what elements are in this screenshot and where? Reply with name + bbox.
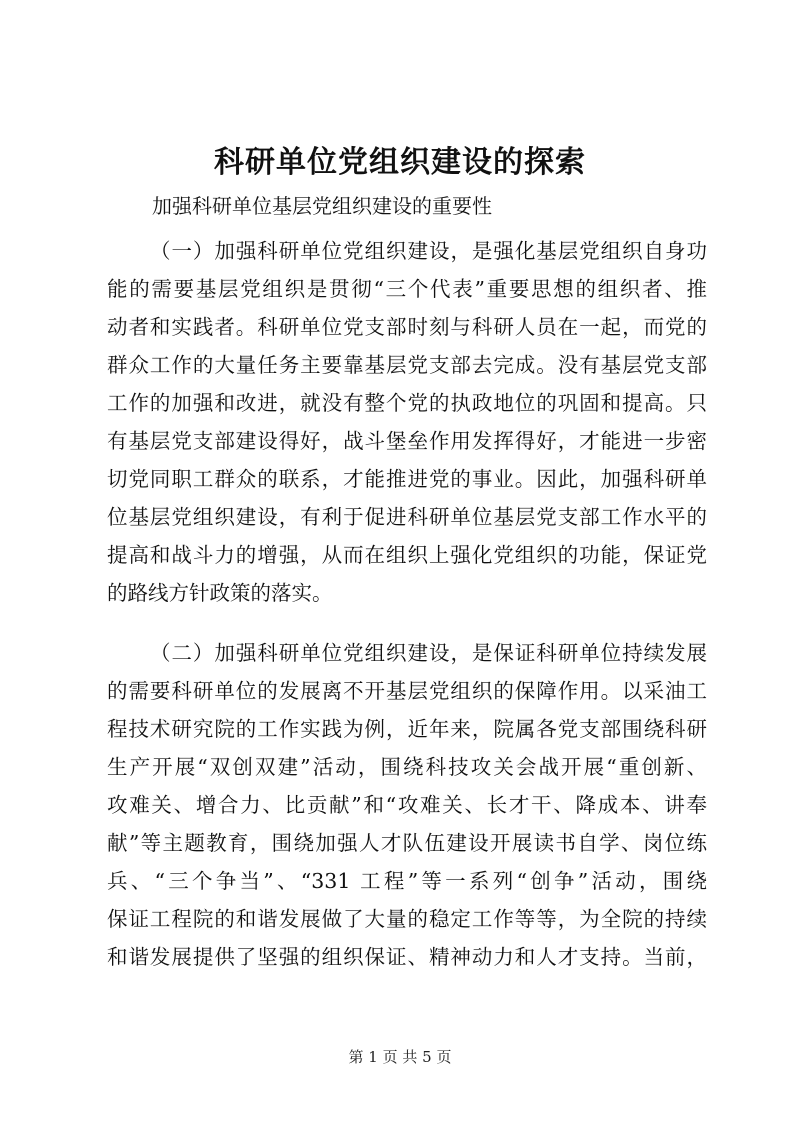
paragraph-line: 攻难关、增合力、比贡献”和“攻难关、长才干、降成本、讲奉	[107, 793, 707, 817]
paragraph-line: 的需要科研单位的发展离不开基层党组织的保障作用。以采油工	[107, 679, 707, 703]
document-title: 科研单位党组织建设的探索	[214, 145, 586, 180]
paragraph-line: 程技术研究院的工作实践为例，近年来，院属各党支部围绕科研	[107, 717, 707, 741]
paragraph-line: 和谐发展提供了坚强的组织保证、精神动力和人才支持。当前，	[107, 945, 707, 969]
paragraph-line: 兵、“三个争当”、“331 工程”等一系列“创争”活动，围绕	[107, 869, 707, 893]
section-heading: 加强科研单位基层党组织建设的重要性	[152, 194, 492, 218]
paragraph-line: 群众工作的大量任务主要靠基层党支部去完成。没有基层党支部	[107, 353, 707, 377]
paragraph-line: 动者和实践者。科研单位党支部时刻与科研人员在一起，而党的	[107, 315, 707, 339]
paragraph-line: 生产开展“双创双建”活动，围绕科技攻关会战开展“重创新、	[107, 755, 707, 779]
paragraph-line: 的路线方针政策的落实。	[107, 581, 333, 605]
paragraph-line: 提高和战斗力的增强，从而在组织上强化党组织的功能，保证党	[107, 543, 707, 567]
paragraph-line: 献”等主题教育，围绕加强人才队伍建设开展读书自学、岗位练	[107, 831, 707, 855]
paragraph-line: 能的需要基层党组织是贯彻“三个代表”重要思想的组织者、推	[107, 277, 707, 301]
paragraph-line: 有基层党支部建设得好，战斗堡垒作用发挥得好，才能进一步密	[107, 429, 707, 453]
paragraph-line: 保证工程院的和谐发展做了大量的稳定工作等等，为全院的持续	[107, 907, 707, 931]
paragraph-line: 切党同职工群众的联系，才能推进党的事业。因此，加强科研单	[107, 467, 707, 491]
paragraph-2	[107, 634, 707, 976]
paragraph-line: （二）加强科研单位党组织建设，是保证科研单位持续发展	[150, 641, 707, 665]
paragraph-line: 工作的加强和改进，就没有整个党的执政地位的巩固和提高。只	[107, 391, 707, 415]
paragraph-line: 位基层党组织建设，有利于促进科研单位基层党支部工作水平的	[107, 505, 707, 529]
paragraph-line: （一）加强科研单位党组织建设，是强化基层党组织自身功	[150, 239, 707, 263]
page-number-footer: 第 1 页 共 5 页	[348, 1048, 452, 1066]
paragraph-1	[107, 232, 707, 612]
